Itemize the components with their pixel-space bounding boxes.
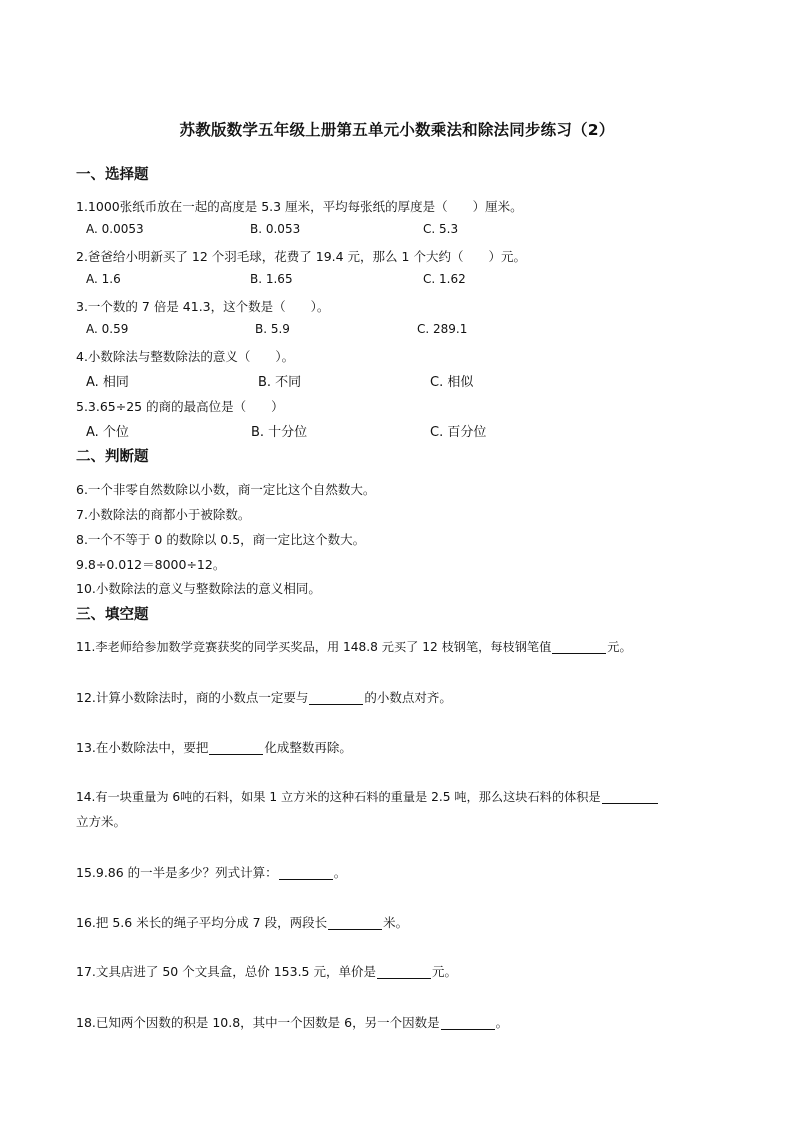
q4-option-c[interactable]: C. 相似 [430,375,474,390]
q12-text-end: 的小数点对齐。 [364,690,452,705]
question-5: 5.3.65÷25 的商的最高位是（ ） [76,399,284,414]
q12-answer-blank[interactable] [309,691,363,705]
q14-answer-blank[interactable] [602,790,658,804]
q3-option-b[interactable]: B. 5.9 [255,322,290,336]
question-7: 7.小数除法的商都小于被除数。 [76,507,251,522]
question-10: 10.小数除法的意义与整数除法的意义相同。 [76,581,321,596]
question-17 [76,962,457,980]
q18-text-end: 。 [495,1015,509,1030]
q12-text: 12.计算小数除法时，商的小数点一定要与 [76,690,309,705]
q17-text: 17.文具店进了 50 个文具盒，总价 153.5 元，单价是 [76,964,376,979]
q11-answer-blank[interactable] [552,640,606,654]
question-18 [76,1013,508,1031]
q18-text: 18.已知两个因数的积是 10.8，其中一个因数是 6，另一个因数是 [76,1015,440,1030]
question-9: 9.8÷0.012＝8000÷12。 [76,557,226,572]
q11-text-end: 元。 [607,640,632,654]
q15-text-end: 。 [333,865,347,880]
question-14 [76,788,659,805]
question-3: 3.一个数的 7 倍是 41.3，这个数是（ ）。 [76,299,330,314]
q17-text-end: 元。 [431,964,457,979]
q5-option-c[interactable]: C. 百分位 [430,425,487,440]
q15-text: 15.9.86 的一半是多少？列式计算： [76,865,278,880]
q16-text: 16.把 5.6 米长的绳子平均分成 7 段，两段长 [76,915,328,930]
question-8: 8.一个不等于 0 的数除以 0.5，商一定比这个数大。 [76,532,366,547]
q14-text: 14.有一块重量为 6吨的石料，如果 1 立方米的这种石料的重量是 2.5 吨，那么这块石料的体积是 [76,790,601,804]
q14-text-end: 立方米。 [76,814,127,829]
q1-option-b[interactable]: B. 0.053 [250,222,301,236]
q4-option-b[interactable]: B. 不同 [258,375,302,390]
section-heading-fill: 三、填空题 [76,607,149,623]
q5-option-b[interactable]: B. 十分位 [251,425,308,440]
q11-text: 11.李老师给参加数学竞赛获奖的同学买奖品，用 148.8 元买了 12 枝钢笔，每枝钢笔值 [76,640,552,654]
question-11 [76,638,632,655]
q3-option-a[interactable]: A. 0.59 [86,322,129,336]
q2-option-b[interactable]: B. 1.65 [250,272,293,286]
q2-option-a[interactable]: A. 1.6 [86,272,121,286]
question-15 [76,863,346,881]
q15-answer-blank[interactable] [279,866,333,880]
q16-text-end: 米。 [383,915,409,930]
section-heading-choice: 一、选择题 [76,167,149,183]
q1-option-a[interactable]: A. 0.0053 [86,222,144,236]
q1-option-c[interactable]: C. 5.3 [423,222,459,236]
question-13 [76,738,352,756]
q13-text-end: 化成整数再除。 [264,740,352,755]
page-title: 苏教版数学五年级上册第五单元小数乘法和除法同步练习（2） [179,121,615,139]
q17-answer-blank[interactable] [377,965,431,979]
q3-option-c[interactable]: C. 289.1 [417,322,468,336]
q13-answer-blank[interactable] [209,741,263,755]
q5-option-a[interactable]: A. 个位 [86,425,129,440]
question-16 [76,913,408,931]
q16-answer-blank[interactable] [328,916,382,930]
q13-text: 13.在小数除法中，要把 [76,740,209,755]
question-2: 2.爸爸给小明新买了 12 个羽毛球，花费了 19.4 元，那么 1 个大约（ ）元。 [76,249,526,264]
q4-option-a[interactable]: A. 相同 [86,375,129,390]
question-1: 1.1000张纸币放在一起的高度是 5.3 厘米，平均每张纸的厚度是（ ）厘米。 [76,199,523,214]
question-4: 4.小数除法与整数除法的意义（ ）。 [76,349,295,364]
section-heading-judge: 二、判断题 [76,449,149,465]
question-12 [76,688,452,706]
q2-option-c[interactable]: C. 1.62 [423,272,466,286]
question-6: 6.一个非零自然数除以小数，商一定比这个自然数大。 [76,482,376,497]
q18-answer-blank[interactable] [441,1016,495,1030]
